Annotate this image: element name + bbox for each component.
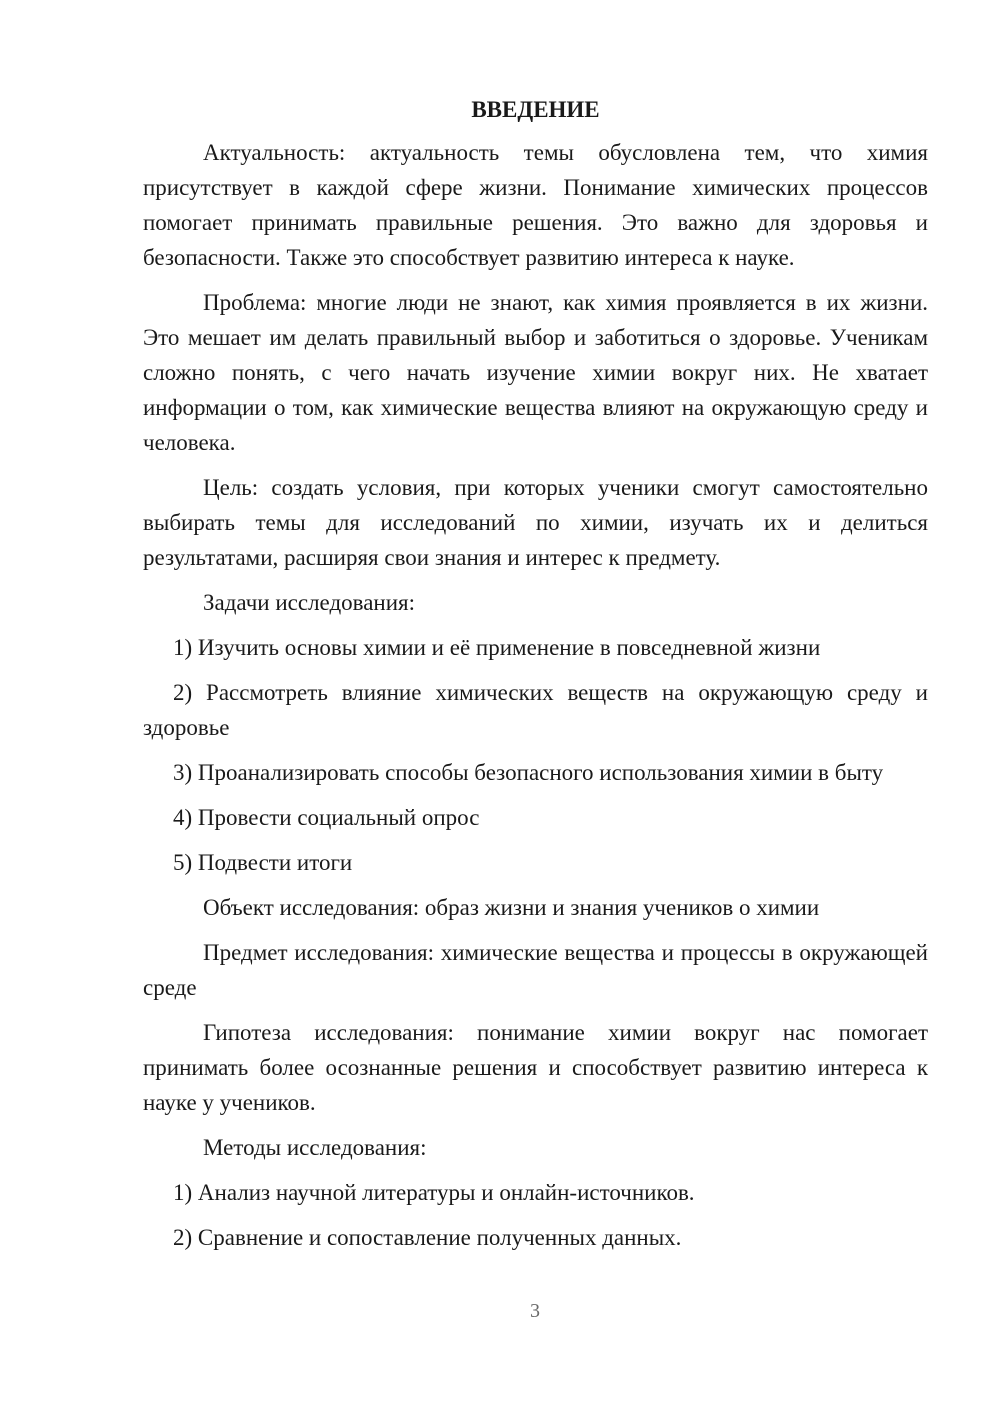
page-content: [143, 95, 928, 1265]
task-item: 3) Проанализировать способы безопасного использования химии в быту: [173, 760, 884, 785]
method-item: 1) Анализ научной литературы и онлайн-источников.: [173, 1180, 695, 1205]
section-title: ВВЕДЕНИЕ: [471, 97, 600, 122]
page-number: 3: [530, 1300, 540, 1322]
methods-heading: Методы исследования:: [203, 1135, 427, 1160]
object-paragraph: Объект исследования: образ жизни и знания учеников о химии: [203, 895, 820, 920]
problem-paragraph: Проблема: многие люди не знают, как химия проявляется в их жизни. Это мешает им делать правильный выбор и заботиться о здоровье. Ученикам сложно понять, с чего начать изучение химии вокруг них. Не хватает информации о том, как химические вещества влияют на окружающую среду и человека.: [143, 290, 928, 455]
task-item: 4) Провести социальный опрос: [173, 805, 480, 830]
hypothesis-paragraph: Гипотеза исследования: понимание химии вокруг нас помогает принимать более осознанные решения и способствует развитию интереса к науке у учеников.: [143, 1020, 928, 1115]
method-item: 2) Сравнение и сопоставление полученных данных.: [173, 1225, 682, 1250]
relevance-paragraph: Актуальность: актуальность темы обусловлена тем, что химия присутствует в каждой сфере жизни. Понимание химических процессов помогает принимать правильные решения. Это важно для здоровья и безопасности. Также это способствует развитию интереса к науке.: [143, 140, 928, 270]
goal-paragraph: Цель: создать условия, при которых ученики смогут самостоятельно выбирать темы для исследований по химии, изучать их и делиться результатами, расширяя свои знания и интерес к предмету.: [143, 475, 928, 570]
task-item: 5) Подвести итоги: [173, 850, 353, 875]
tasks-heading: Задачи исследования:: [203, 590, 416, 615]
subject-paragraph: Предмет исследования: химические вещества и процессы в окружающей среде: [143, 940, 928, 1000]
task-item: 1) Изучить основы химии и её применение в повседневной жизни: [173, 635, 821, 660]
task-item: 2) Рассмотреть влияние химических веществ на окружающую среду и здоровье: [143, 680, 928, 740]
